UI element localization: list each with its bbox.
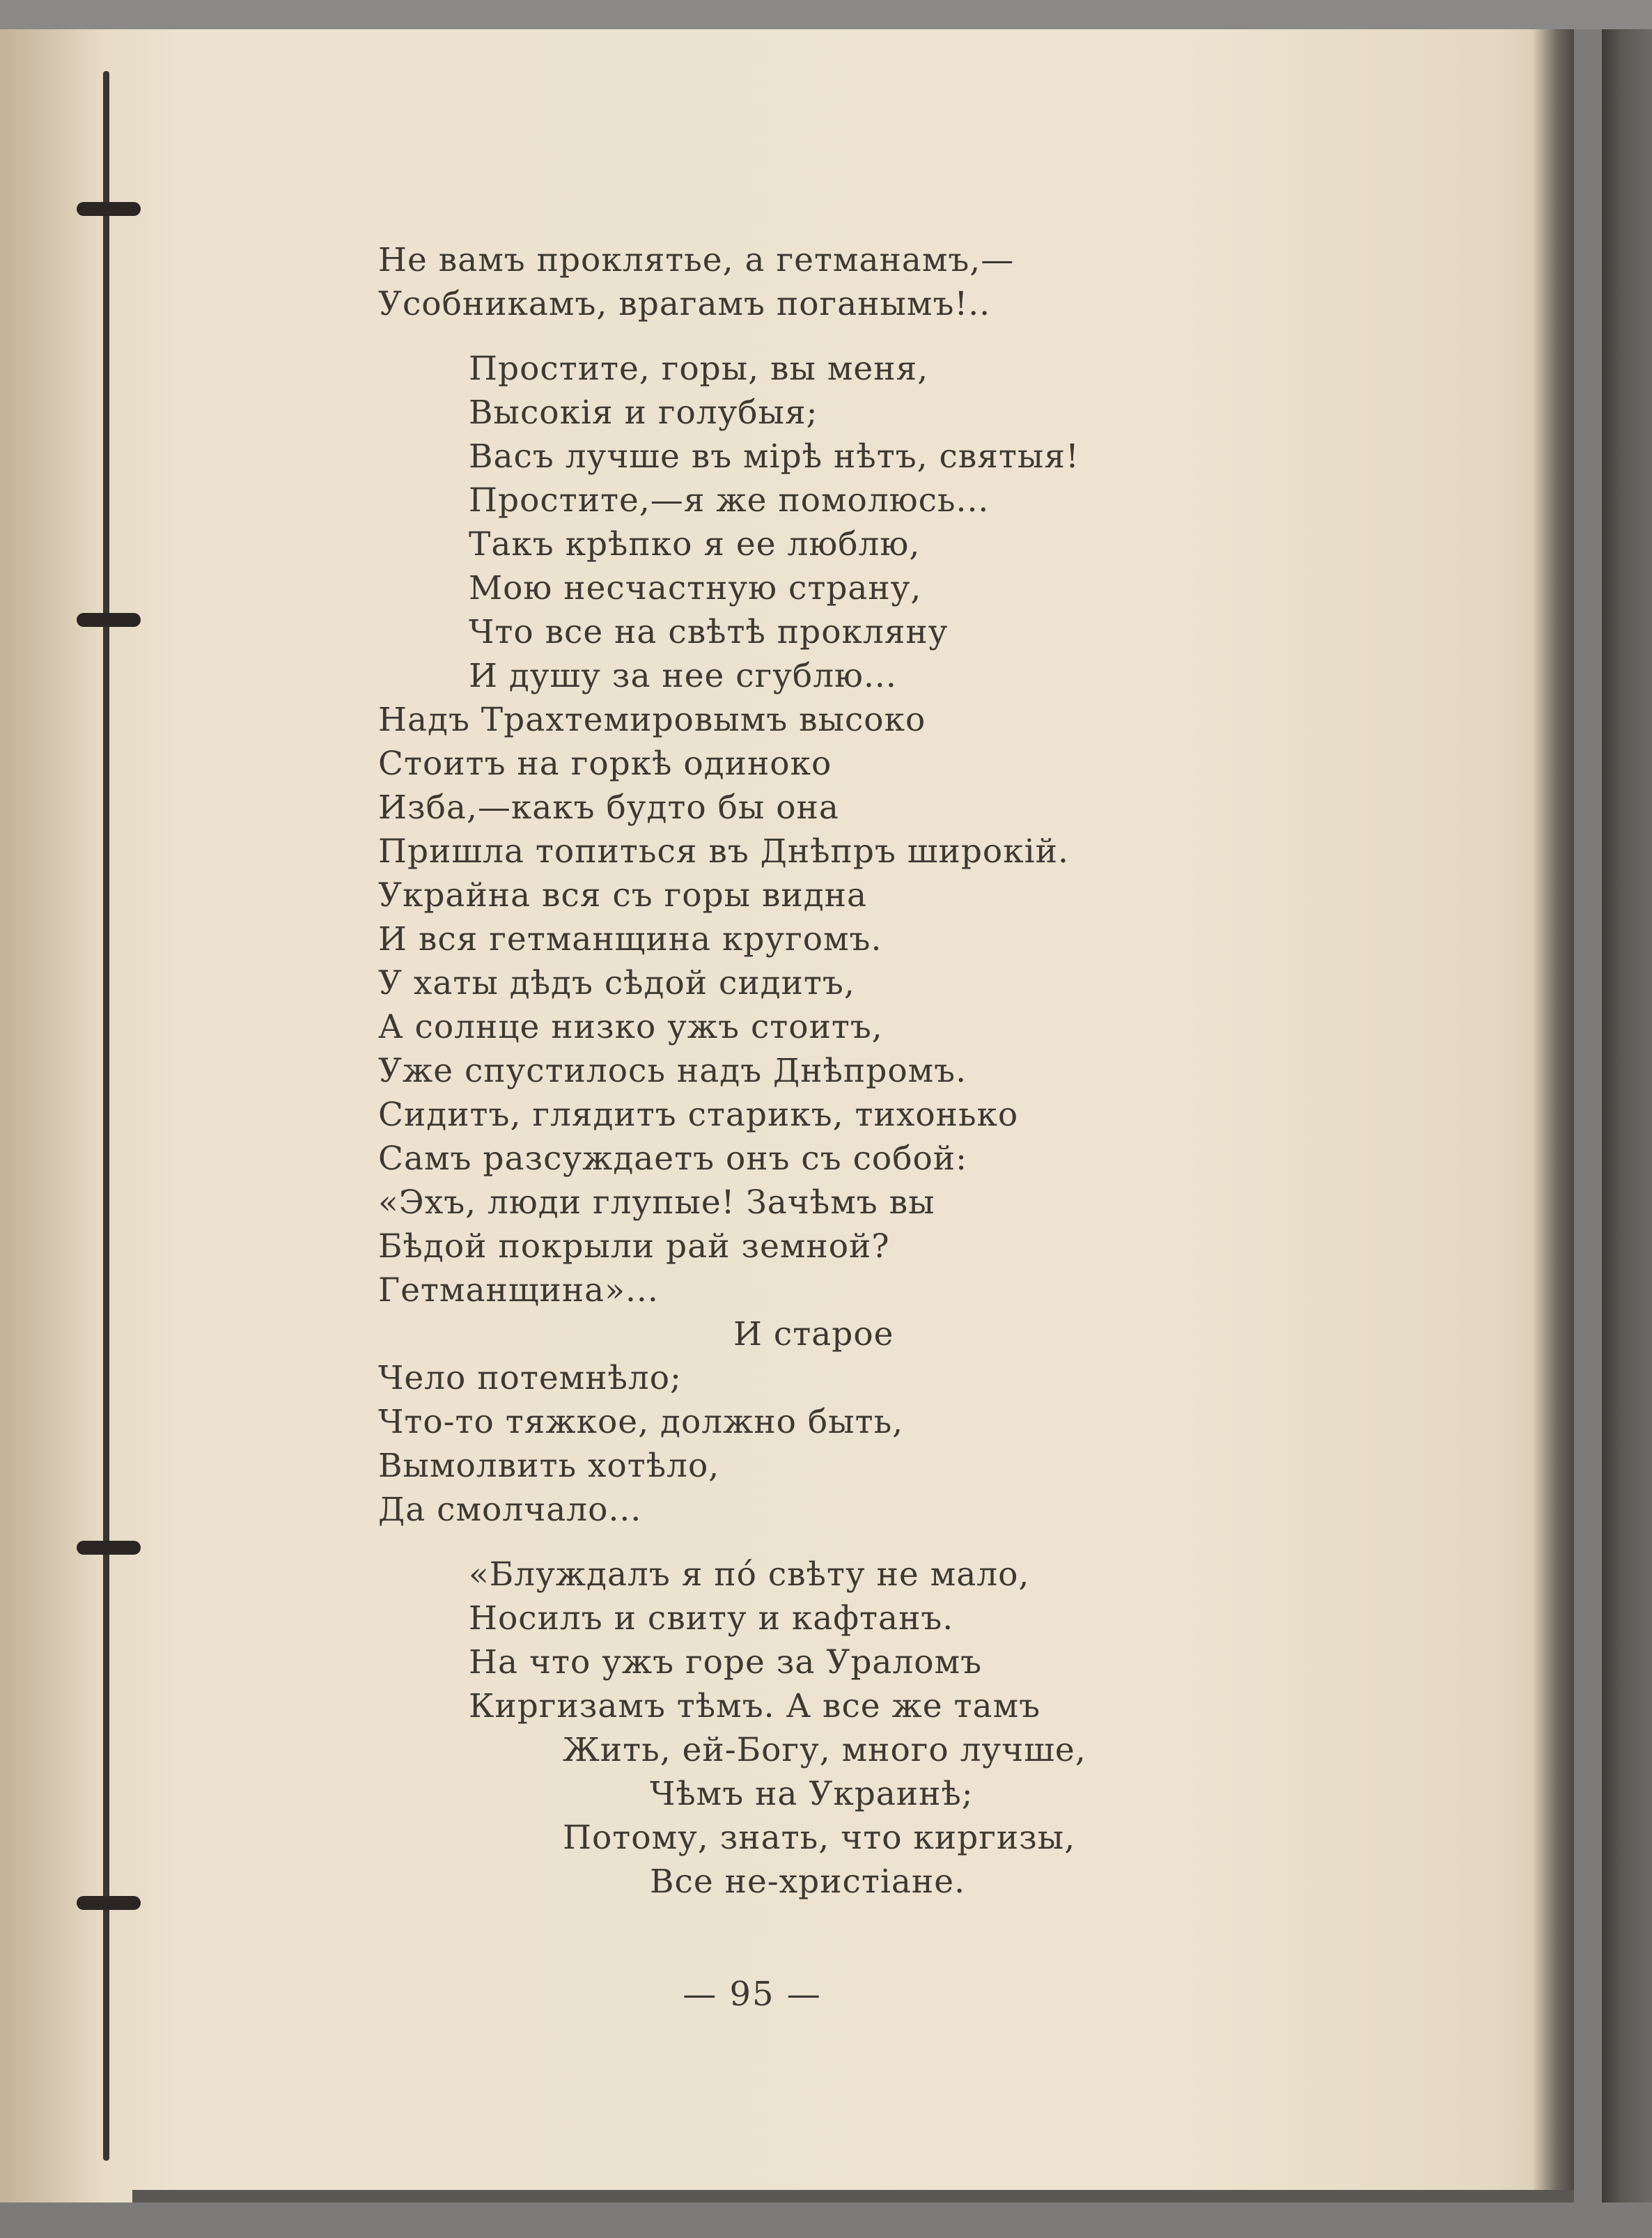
poem-line: Уже спустилось надъ Днѣпромъ. [378, 1052, 967, 1090]
poem-line: Потому, знать, что киргизы, [563, 1819, 1076, 1857]
poem-text [378, 238, 1493, 1904]
page-number [0, 1975, 1574, 2014]
poem-line: Усобникамъ, врагамъ поганымъ!.. [378, 285, 991, 323]
book-binding-edge [1602, 29, 1652, 2202]
poem-line: Такъ крѣпко я ее люблю, [469, 525, 921, 564]
binding-thread-2 [77, 613, 141, 627]
page-number-text: — 95 — [683, 1975, 822, 2014]
poem-line: Изба,—какъ будто бы она [378, 788, 839, 827]
poem-line: Киргизамъ тѣмъ. А все же тамъ [469, 1687, 1041, 1725]
poem-line: Бѣдой покрыли рай земной? [378, 1227, 890, 1266]
binding-thread-3 [77, 1541, 141, 1555]
poem-line: «Эхъ, люди глупые! Зачѣмъ вы [378, 1183, 935, 1222]
poem-line: Гетманщина»... [378, 1271, 659, 1310]
poem-line: И душу за нее сгублю... [469, 657, 897, 695]
gutter-spine-line [103, 71, 109, 2161]
poem-line: Чело потемнѣло; [378, 1359, 682, 1397]
poem-line: На что ужъ горе за Ураломъ [469, 1643, 983, 1681]
poem-line: Чѣмъ на Украинѣ; [650, 1775, 974, 1813]
scan-background-top [0, 0, 1652, 29]
page-bottom-edge [132, 2190, 1574, 2202]
poem-line: Украйна вся съ горы видна [378, 876, 868, 915]
poem-line: Высокія и голубыя; [469, 394, 818, 432]
poem-line: Простите, горы, вы меня, [469, 350, 929, 388]
poem-line: Что все на свѣтѣ прокляну [469, 613, 949, 651]
poem-line: Стоитъ на горкѣ одиноко [378, 745, 832, 783]
poem-line: Что-то тяжкое, должно быть, [378, 1403, 904, 1441]
poem-line: Васъ лучше въ мірѣ нѣтъ, святыя! [469, 437, 1080, 476]
poem-line: Жить, ей-Богу, много лучше, [563, 1731, 1086, 1769]
poem-line: Самъ разсуждаетъ онъ съ собой: [378, 1140, 967, 1178]
poem-line: Носилъ и свиту и кафтанъ. [469, 1599, 954, 1638]
poem-line: «Блуждалъ я пó свѣту не мало, [469, 1555, 1030, 1594]
binding-thread-4 [77, 1896, 141, 1910]
poem-line: И старое [733, 1315, 894, 1353]
poem-line: Вымолвить хотѣло, [378, 1447, 720, 1485]
poem-line: Надъ Трахтемировымъ высоко [378, 701, 926, 739]
poem-line: Все не-христіане. [650, 1863, 966, 1901]
poem-line: Не вамъ проклятье, а гетманамъ,— [378, 241, 1015, 279]
poem-line: Мою несчастную страну, [469, 569, 922, 607]
binding-thread-1 [77, 202, 141, 216]
poem-line: Пришла топиться въ Днѣпръ широкій. [378, 832, 1069, 871]
poem-line: Сидитъ, глядитъ старикъ, тихонько [378, 1096, 1019, 1134]
gutter-shadow [0, 29, 104, 2202]
poem-line: И вся гетманщина кругомъ. [378, 920, 882, 958]
poem-line: У хаты дѣдъ сѣдой сидитъ, [378, 964, 855, 1002]
poem-line: А солнце низко ужъ стоитъ, [378, 1008, 883, 1046]
poem-line: Простите,—я же помолюсь... [469, 481, 990, 520]
book-page [0, 29, 1574, 2202]
page-right-edge [1532, 29, 1574, 2202]
poem-line: Да смолчало... [378, 1491, 642, 1529]
